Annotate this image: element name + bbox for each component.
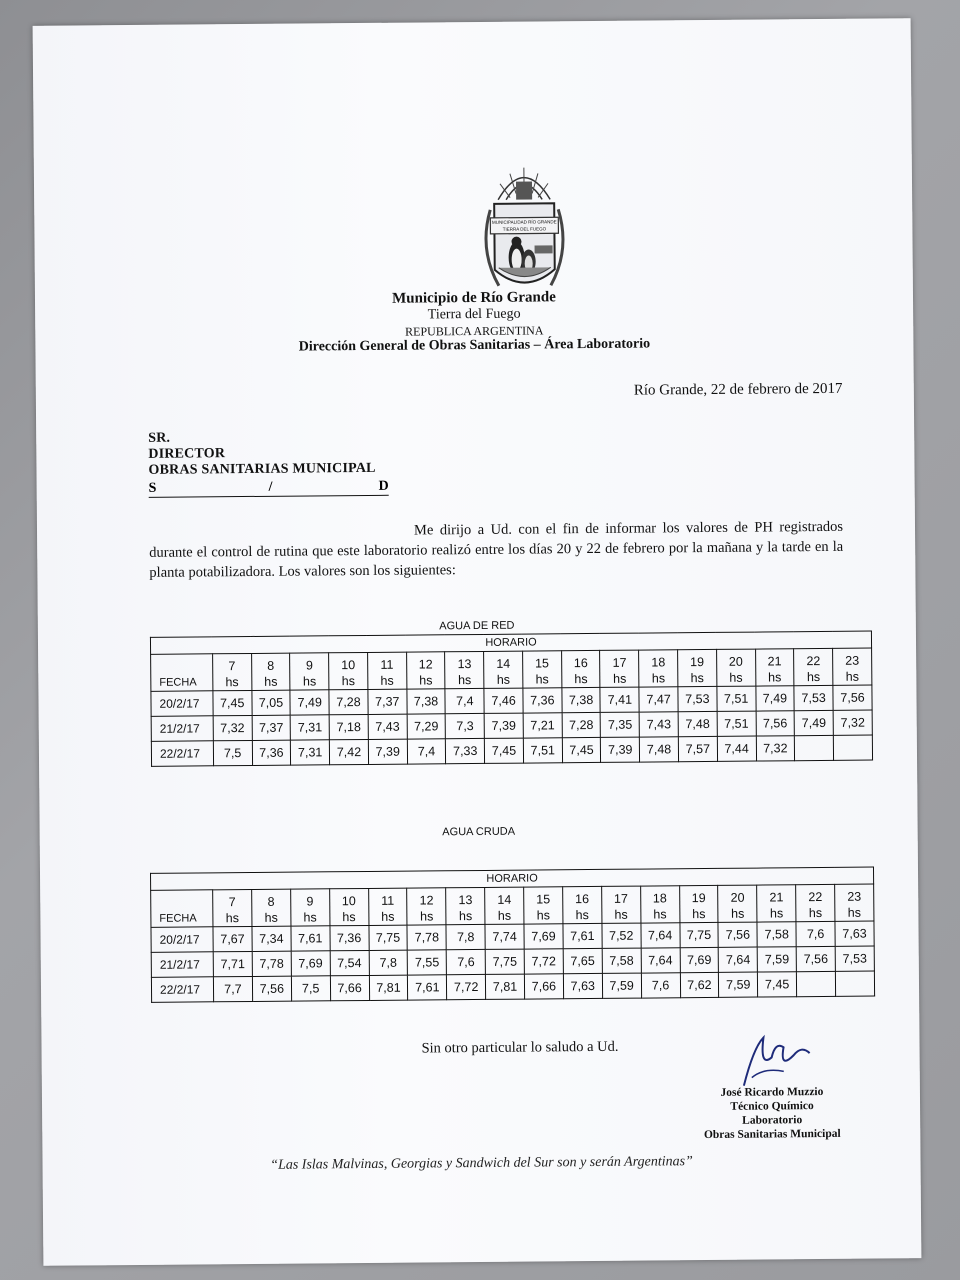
ph-value: 7,37 (368, 689, 407, 714)
ph-value: 7,75 (679, 922, 718, 947)
row-date: 22/2/17 (151, 741, 213, 767)
horario-header: HORARIO (150, 631, 871, 654)
ph-value: 7,62 (680, 972, 719, 997)
ph-value: 7,75 (368, 925, 407, 950)
hour-header: 23 hs (835, 884, 874, 921)
ph-value: 7,67 (213, 926, 252, 951)
recipient-title: DIRECTOR (148, 446, 226, 462)
ph-value: 7,8 (369, 950, 408, 975)
recipient-org: OBRAS SANITARIAS MUNICIPAL (148, 460, 376, 478)
ph-value: 7,29 (407, 714, 446, 739)
ph-value: 7,35 (601, 712, 640, 737)
hour-header: 18 hs (639, 650, 678, 687)
ph-value: 7,64 (641, 948, 680, 973)
hour-header: 22 hs (794, 648, 833, 685)
ph-value: 7,39 (601, 737, 640, 762)
ph-value: 7,6 (796, 921, 835, 946)
hour-header: 16 hs (563, 886, 602, 923)
hour-header: 14 hs (485, 887, 524, 924)
ph-value: 7,61 (408, 975, 447, 1000)
ph-value: 7,4 (445, 688, 484, 713)
hour-header: 9 hs (290, 889, 329, 926)
hour-header: 23 hs (833, 648, 872, 685)
hour-header: 20 hs (718, 885, 757, 922)
ph-value: 7,56 (833, 685, 872, 710)
ph-value: 7,59 (757, 947, 796, 972)
ph-value: 7,56 (756, 711, 795, 736)
hour-header: 10 hs (329, 652, 368, 689)
table-row (151, 971, 874, 1002)
signer-title: Técnico Químico (730, 1100, 814, 1113)
hour-header: 18 hs (640, 886, 679, 923)
header-pais: REPUBLICA ARGENTINA (405, 323, 544, 339)
ph-value: 7,78 (252, 951, 291, 976)
hour-header: 10 hs (329, 888, 368, 925)
footer-motto: “Las Islas Malvinas, Georgias y Sandwich del Sur son y serán Argentinas” (270, 1154, 693, 1173)
body-text: Me dirijo a Ud. con el fin de informar los valores de PH registrados durante el control de rutina que este laboratorio realizó entre los días 20 y 22 de febrero por la mañana y la tarde en la planta potabilizadora. Los valores son los siguientes: (149, 518, 844, 581)
seal-text-bottom: TIERRA DEL FUEGO (502, 226, 547, 232)
ph-value: 7,32 (756, 736, 795, 761)
ph-value: 7,74 (485, 924, 524, 949)
ph-value: 7,53 (794, 685, 833, 710)
row-date: 21/2/17 (151, 952, 213, 978)
ph-value: 7,36 (252, 740, 291, 765)
signer-name: José Ricardo Muzzio (720, 1085, 824, 1099)
municipal-seal (454, 159, 595, 310)
ph-value: 7,45 (213, 690, 252, 715)
fecha-header: FECHA (151, 890, 213, 928)
ph-value: 7,49 (290, 690, 329, 715)
ph-value: 7,51 (717, 711, 756, 736)
row-date: 21/2/17 (151, 716, 213, 742)
ph-value: 7,53 (678, 686, 717, 711)
letter-date: Río Grande, 22 de febrero de 2017 (633, 380, 843, 399)
ph-value: 7,59 (719, 972, 758, 997)
row-date: 20/2/17 (151, 691, 213, 717)
header-municipio: Municipio de Río Grande (392, 289, 556, 307)
ph-value: 7,69 (291, 951, 330, 976)
ph-value: 7,78 (407, 925, 446, 950)
hour-header: 13 hs (446, 887, 485, 924)
hour-header: 17 hs (600, 650, 639, 687)
ph-value: 7,39 (484, 713, 523, 738)
letter-paper (33, 18, 922, 1266)
recipient-sd-line (149, 479, 389, 498)
ph-value: 7,58 (602, 948, 641, 973)
table-agua-cruda (150, 867, 875, 1003)
fecha-header: FECHA (151, 654, 213, 692)
ph-value: 7,31 (290, 715, 329, 740)
hour-header: 15 hs (524, 887, 563, 924)
ph-value (833, 735, 872, 760)
recipient-slash: / (268, 479, 273, 495)
ph-value: 7,53 (835, 946, 874, 971)
ph-value: 7,52 (602, 923, 641, 948)
ph-value: 7,37 (252, 715, 291, 740)
ph-value: 7,75 (485, 949, 524, 974)
ph-value: 7,33 (446, 738, 485, 763)
table-agua-de-red (150, 631, 873, 767)
ph-value: 7,44 (717, 736, 756, 761)
hour-header: 16 hs (561, 650, 600, 687)
ph-value: 7,5 (291, 976, 330, 1001)
ph-value: 7,46 (484, 688, 523, 713)
ph-value: 7,69 (680, 947, 719, 972)
row-date: 22/2/17 (151, 977, 213, 1003)
ph-value: 7,18 (329, 714, 368, 739)
ph-value: 7,45 (562, 737, 601, 762)
ph-value: 7,64 (719, 947, 758, 972)
table-red-title: AGUA DE RED (439, 619, 515, 633)
ph-value: 7,61 (291, 926, 330, 951)
ph-value: 7,43 (639, 712, 678, 737)
ph-value: 7,36 (330, 925, 369, 950)
hour-header: 11 hs (368, 888, 407, 925)
ph-value: 7,39 (368, 739, 407, 764)
hour-header: 17 hs (601, 886, 640, 923)
ph-value: 7,48 (678, 711, 717, 736)
recipient-d: D (378, 478, 389, 494)
ph-value: 7,3 (446, 713, 485, 738)
closing-line: Sin otro particular lo saludo a Ud. (421, 1038, 619, 1057)
ph-value: 7,59 (602, 973, 641, 998)
ph-value: 7,61 (563, 923, 602, 948)
ph-value: 7,81 (486, 974, 525, 999)
ph-value: 7,41 (600, 687, 639, 712)
ph-value: 7,43 (368, 714, 407, 739)
table-cruda-title: AGUA CRUDA (442, 825, 516, 839)
hour-header: 13 hs (445, 651, 484, 688)
signer-org: Obras Sanitarias Municipal (703, 1127, 841, 1142)
hour-header: 12 hs (407, 888, 446, 925)
ph-value: 7,63 (835, 921, 874, 946)
ph-value: 7,45 (758, 972, 797, 997)
ph-value: 7,28 (562, 712, 601, 737)
ph-value: 7,28 (329, 689, 368, 714)
row-date: 20/2/17 (151, 927, 213, 953)
ph-value: 7,72 (524, 949, 563, 974)
ph-value: 7,66 (524, 974, 563, 999)
ph-value: 7,38 (407, 689, 446, 714)
ph-value: 7,45 (485, 738, 524, 763)
signature-block (682, 1085, 862, 1143)
hour-header: 11 hs (367, 652, 406, 689)
hour-header: 8 hs (252, 889, 291, 926)
ph-value (795, 735, 834, 760)
hour-header: 22 hs (796, 884, 835, 921)
ph-value: 7,81 (369, 975, 408, 1000)
ph-value: 7,05 (252, 690, 291, 715)
recipient-s: S (148, 480, 157, 496)
ph-value: 7,8 (446, 924, 485, 949)
hour-header: 9 hs (290, 653, 329, 690)
hour-header: 15 hs (523, 651, 562, 688)
hour-header: 8 hs (251, 653, 290, 690)
ph-value: 7,42 (329, 739, 368, 764)
ph-value: 7,36 (523, 688, 562, 713)
ph-value: 7,5 (213, 740, 252, 765)
ph-value: 7,56 (718, 922, 757, 947)
hour-header: 19 hs (678, 649, 717, 686)
ph-value: 7,49 (794, 710, 833, 735)
ph-value: 7,56 (252, 976, 291, 1001)
ph-value: 7,64 (641, 923, 680, 948)
seal-text-top: MUNICIPALIDAD RÍO GRANDE (491, 219, 557, 225)
ph-value (797, 971, 836, 996)
ph-value: 7,56 (796, 946, 835, 971)
ph-value: 7,48 (640, 737, 679, 762)
ph-value: 7,58 (757, 922, 796, 947)
ph-value: 7,55 (408, 950, 447, 975)
ph-value: 7,65 (563, 948, 602, 973)
ph-value: 7,69 (524, 924, 563, 949)
ph-value: 7,71 (213, 951, 252, 976)
ph-value: 7,51 (717, 686, 756, 711)
horario-header: HORARIO (151, 867, 874, 890)
ph-value: 7,49 (755, 686, 794, 711)
hour-header: 14 hs (484, 651, 523, 688)
recipient-sr: SR. (148, 430, 171, 446)
ph-value (835, 971, 874, 996)
hour-header: 21 hs (755, 649, 794, 686)
table-row (151, 735, 872, 766)
hour-header: 12 hs (406, 652, 445, 689)
header-provincia: Tierra del Fuego (427, 306, 521, 323)
ph-value: 7,66 (330, 975, 369, 1000)
ph-value: 7,54 (330, 950, 369, 975)
signer-dept: Laboratorio (742, 1114, 803, 1127)
hour-header: 7 hs (212, 653, 251, 690)
ph-value: 7,7 (213, 976, 252, 1001)
ph-value: 7,57 (678, 736, 717, 761)
hour-header: 7 hs (213, 889, 252, 926)
ph-value: 7,32 (833, 710, 872, 735)
hour-header: 21 hs (757, 885, 796, 922)
hour-header: 20 hs (716, 649, 755, 686)
hour-header: 19 hs (679, 885, 718, 922)
ph-value: 7,6 (446, 949, 485, 974)
ph-value: 7,21 (523, 713, 562, 738)
ph-value: 7,34 (252, 926, 291, 951)
ph-value: 7,63 (563, 973, 602, 998)
body-paragraph (149, 517, 843, 583)
ph-value: 7,47 (639, 687, 678, 712)
ph-value: 7,6 (641, 973, 680, 998)
ph-value: 7,38 (562, 687, 601, 712)
header-direccion: Dirección General de Obras Sanitarias – Área Laboratorio (298, 336, 651, 355)
ph-value: 7,32 (213, 715, 252, 740)
ph-value: 7,31 (291, 740, 330, 765)
ph-value: 7,51 (523, 738, 562, 763)
ph-value: 7,72 (447, 974, 486, 999)
ph-value: 7,4 (407, 739, 446, 764)
